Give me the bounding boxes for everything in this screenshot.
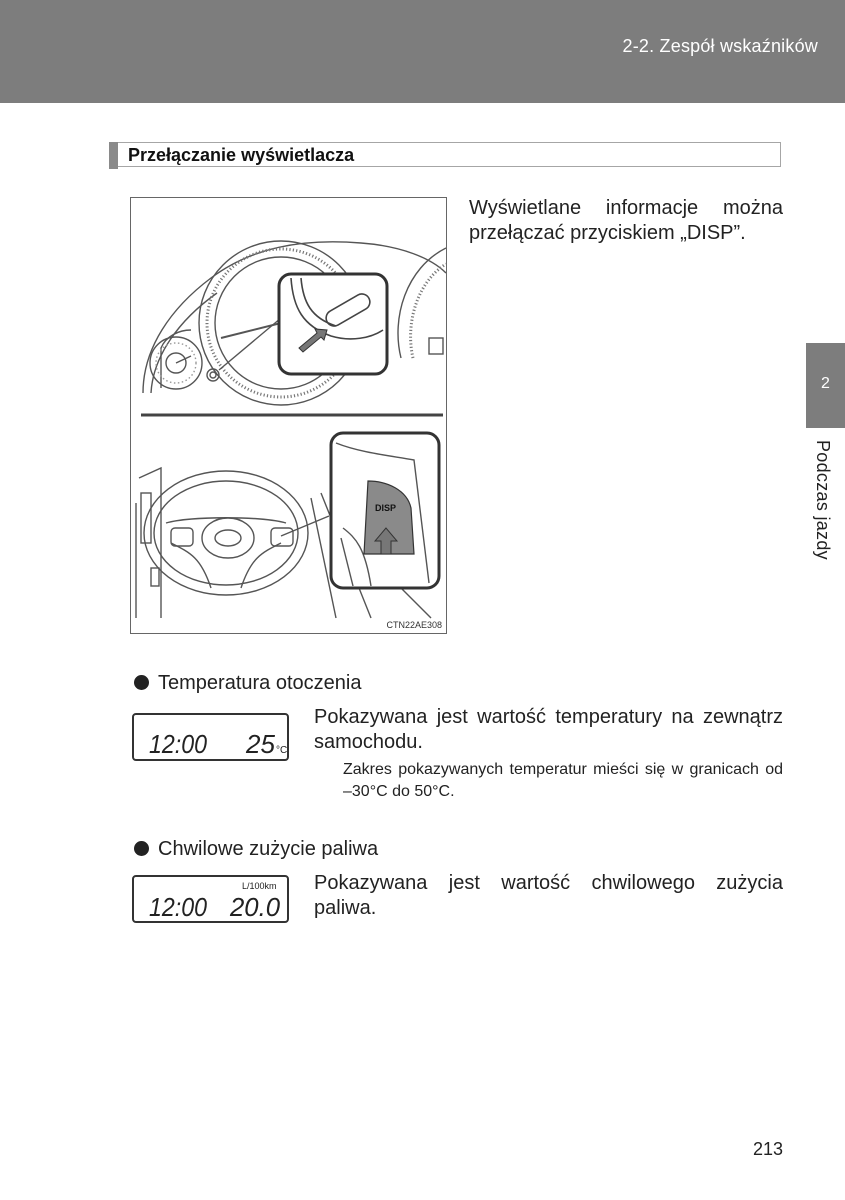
dashboard-drawing — [131, 198, 446, 633]
section-title: 2-2. Zespół wskaźników — [622, 36, 818, 56]
page-number: 213 — [752, 1139, 783, 1159]
figure-code: CTN22AE308 — [386, 620, 442, 630]
fuel-consumption-display — [132, 875, 289, 923]
intro-text: Wyświetlane informacje można przełączać przyciskiem „DISP”. — [469, 197, 783, 244]
fuel-consumption-item — [134, 838, 378, 861]
bullet-icon — [134, 841, 149, 856]
ambient-temperature-item — [134, 672, 361, 695]
lcd-fuel-unit: L/100km — [242, 881, 277, 891]
temperature-note: Zakres pokazywanych temperatur mieści się w granicach od –30°C do 50°C. — [343, 761, 783, 800]
temperature-display — [132, 713, 289, 761]
heading-accent-bar — [109, 142, 118, 169]
temperature-description: Pokazywana jest wartość temperatury na zewnątrz samochodu. — [314, 706, 783, 753]
lcd-temperature-value: 25 — [246, 729, 275, 759]
lcd-time: 12:00 — [149, 729, 208, 759]
chapter-tab — [806, 343, 845, 428]
lcd-temperature-unit: °C — [276, 745, 287, 756]
fuel-description: Pokazywana jest wartość chwilowego zużycia paliwa. — [314, 872, 783, 919]
section-heading — [109, 142, 781, 167]
instrument-illustration — [130, 197, 447, 634]
disp-button-label: DISP — [375, 503, 397, 513]
chapter-number: 2 — [821, 375, 830, 392]
lcd-fuel-value: 20.0 — [229, 892, 281, 921]
item-title-fuel: Chwilowe zużycie paliwa — [158, 838, 379, 860]
lcd-time: 12:00 — [149, 892, 208, 921]
item-title-temperature: Temperatura otoczenia — [158, 672, 362, 694]
bullet-icon — [134, 675, 149, 690]
header-bar — [0, 0, 845, 103]
heading-text: Przełączanie wyświetlacza — [128, 145, 355, 165]
chapter-label: Podczas jazdy — [813, 440, 833, 560]
